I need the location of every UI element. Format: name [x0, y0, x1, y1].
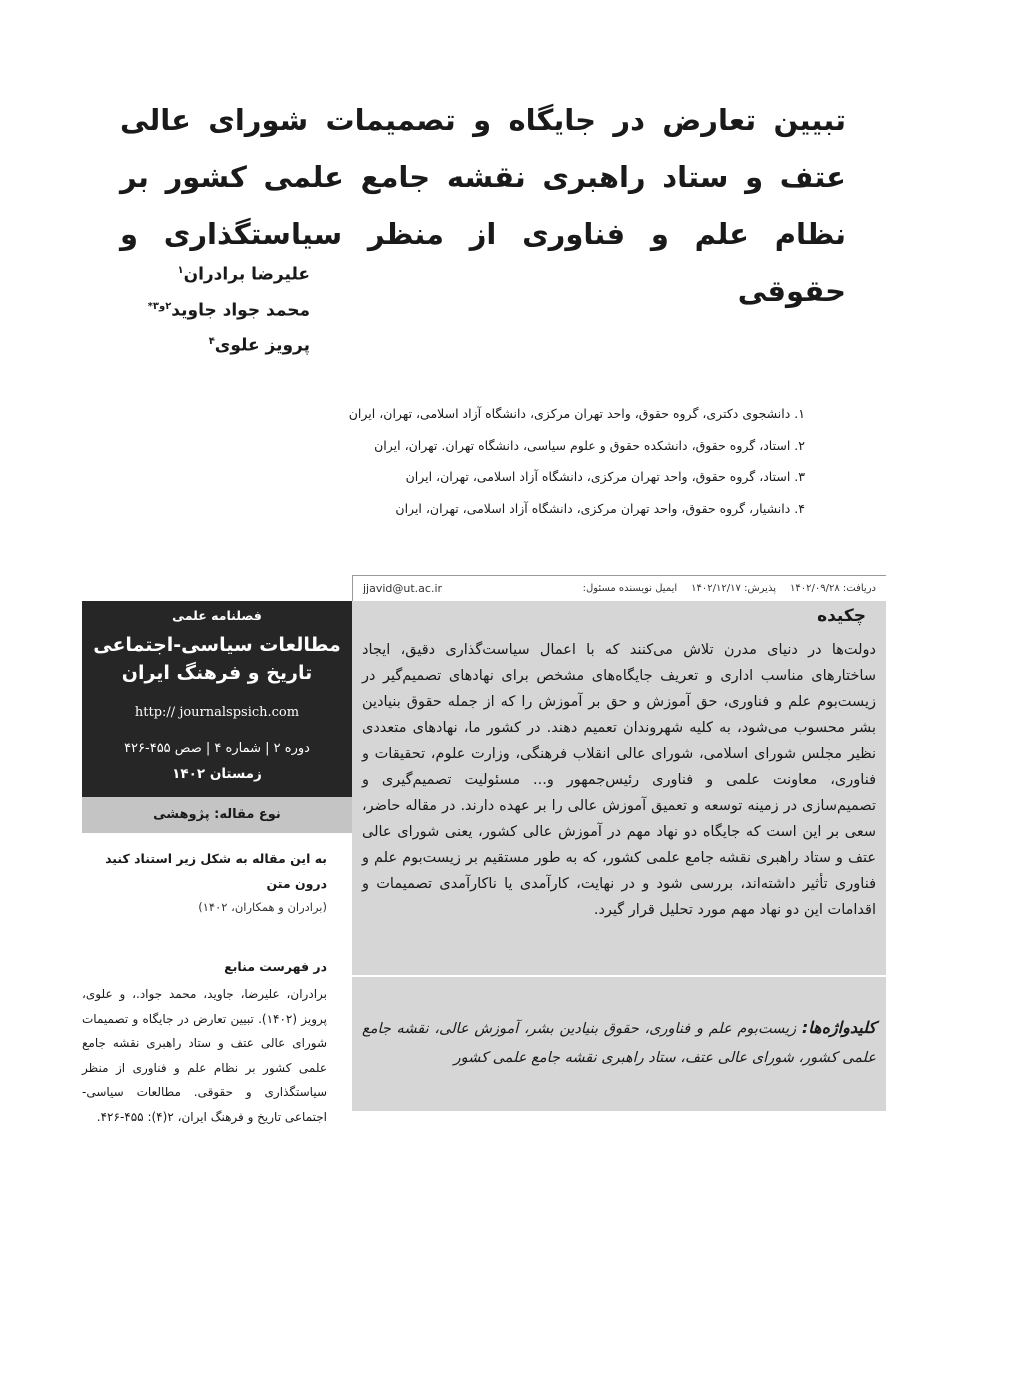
author-name: محمد جواد جاوید [171, 300, 310, 321]
journal-season: زمستان ۱۴۰۲ [172, 766, 262, 782]
author-affiliation-mark: ۱ [177, 265, 184, 276]
author-2 [120, 291, 310, 327]
received-label: دریافت: [842, 583, 876, 594]
author-list [120, 255, 310, 362]
keywords-text: زیست‌بوم علم و فناوری، حقوق بنیادین بشر، آموزش عالی، نقشه جامع علمی کشور، شورای عالی عتف، ستاد راهبری نقشه جامع علمی کشور [362, 1021, 876, 1066]
abstract-text: دولت‌ها در دنیای مدرن تلاش می‌کنند که با اعمال سیاست‌گذاری دقیق، ایجاد ساختارهای مناسب اداری و تعریف جایگاه‌های مشخص برای نهادهای تصمیم‌گیر در زیست‌بوم علم و فناوری، حق آموزش و حق بر آموزش را که از جمله حقوق بنیادین بشر محسوب می‌شود، به کلیه شهروندان تعمیم دهند. در کشور ما، نهادهای متعددی نظیر مجلس شورای اسلامی، شورای عالی انقلاب فرهنگی، وزارت علوم، تحقیقات و فناوری، معاونت علمی و فناوری رئیس‌جمهور و... مسئولیت تصمیم‌گیری و تصمیم‌سازی در زمینه توسعه و تعمیق آموزش عالی را بر عهده دارند. در مقاله حاضر، سعی بر این است که جایگاه دو نهاد مهم در آموزش عالی کشور، یعنی شورای عالی عتف و ستاد راهبری نقشه جامع علمی کشور، که به طور مستقیم بر زیست‌بوم علم و فناوری تأثیر داشته‌اند، بررسی شود و در نهایت، کارآمدی یا ناکارآمدی تصمیمات و اقدامات این دو نهاد مهم مورد تحلیل قرار گیرد. [362, 642, 876, 918]
journal-kind: فصلنامه علمی [172, 608, 262, 623]
author-affiliation-mark: ۲و۳* [147, 300, 172, 312]
accepted-label: پذیرش: [744, 583, 776, 594]
affiliation-item: ۱. دانشجوی دکتری، گروه حقوق، واحد تهران مرکزی، دانشگاه آزاد اسلامی، تهران، ایران [348, 406, 805, 421]
citation-heading: به این مقاله به شکل زیر استناد کنید درون متن [105, 851, 327, 891]
journal-name-line-2: تاریخ و فرهنگ ایران [121, 662, 313, 684]
accepted-date [691, 583, 776, 594]
accepted-value: ۱۴۰۲/۱۲/۱۷ [691, 583, 741, 594]
abstract-divider [352, 975, 886, 977]
affiliation-item: ۴. دانشیار، گروه حقوق، واحد تهران مرکزی، دانشگاه آزاد اسلامی، تهران، ایران [395, 500, 805, 516]
journal-name [82, 631, 352, 687]
author-email-link[interactable]: jjavid@ut.ac.ir [363, 582, 443, 595]
abstract-box [352, 601, 886, 1111]
dates-bar [352, 575, 886, 601]
journal-name-line-1: مطالعات سیاسی-اجتماعی [93, 634, 341, 656]
keywords [362, 1013, 876, 1073]
author-affiliation-mark: ۴ [208, 336, 215, 348]
article-type-badge: نوع مقاله: پژوهشی [82, 797, 352, 833]
author-1 [120, 255, 310, 291]
reference-block [82, 956, 327, 1129]
citation-block [82, 846, 327, 918]
email-label: ایمیل نویسنده مسئول: [582, 583, 678, 594]
received-value: ۱۴۰۲/۰۹/۲۸ [790, 583, 840, 594]
abstract-heading: چکیده [817, 606, 866, 626]
citation-inline: (برادران و همکاران، ۱۴۰۲) [198, 900, 327, 914]
author-name: علیرضا برادران [183, 264, 310, 285]
keywords-label: کلیدواژه‌ها: [801, 1018, 876, 1037]
affiliation-item: ۳. استاد، گروه حقوق، واحد تهران مرکزی، دانشگاه آزاد اسلامی، تهران، ایران [405, 469, 805, 484]
journal-issue: دوره ۲ | شماره ۴ | صص ۴۵۵-۴۲۶ [124, 741, 310, 756]
journal-info-box [82, 601, 352, 797]
reference-text: برادران، علیرضا، جاوید، محمد جواد.، و علوی، پرویز (۱۴۰۲). تبیین تعارض در جایگاه و تصمیمات شورای عالی عتف و ستاد راهبری نقشه جامع علمی کشور بر نظام علم و فناوری از منظر سیاستگذاری و حقوقی. مطالعات سیاسی-اجتماعی تاریخ و فرهنگ ایران، ۲(۴): ۴۵۵-۴۲۶. [82, 987, 327, 1124]
reference-heading: در فهرست منابع [224, 959, 327, 974]
journal-website-link[interactable]: http:// journalspsich.com [134, 705, 300, 720]
article-title: تبیین تعارض در جایگاه و تصمیمات شورای عالی عتف و ستاد راهبری نقشه جامع علمی کشور بر نظام علم و فناوری از منظر سیاستگذاری و حقوقی [120, 103, 846, 308]
author-3 [120, 326, 310, 362]
affiliation-list [240, 398, 805, 524]
received-date [790, 583, 876, 594]
author-name: پرویز علوی [214, 335, 310, 356]
affiliation-item: ۲. استاد، گروه حقوق، دانشکده حقوق و علوم سیاسی، دانشگاه تهران. تهران، ایران [374, 437, 805, 453]
